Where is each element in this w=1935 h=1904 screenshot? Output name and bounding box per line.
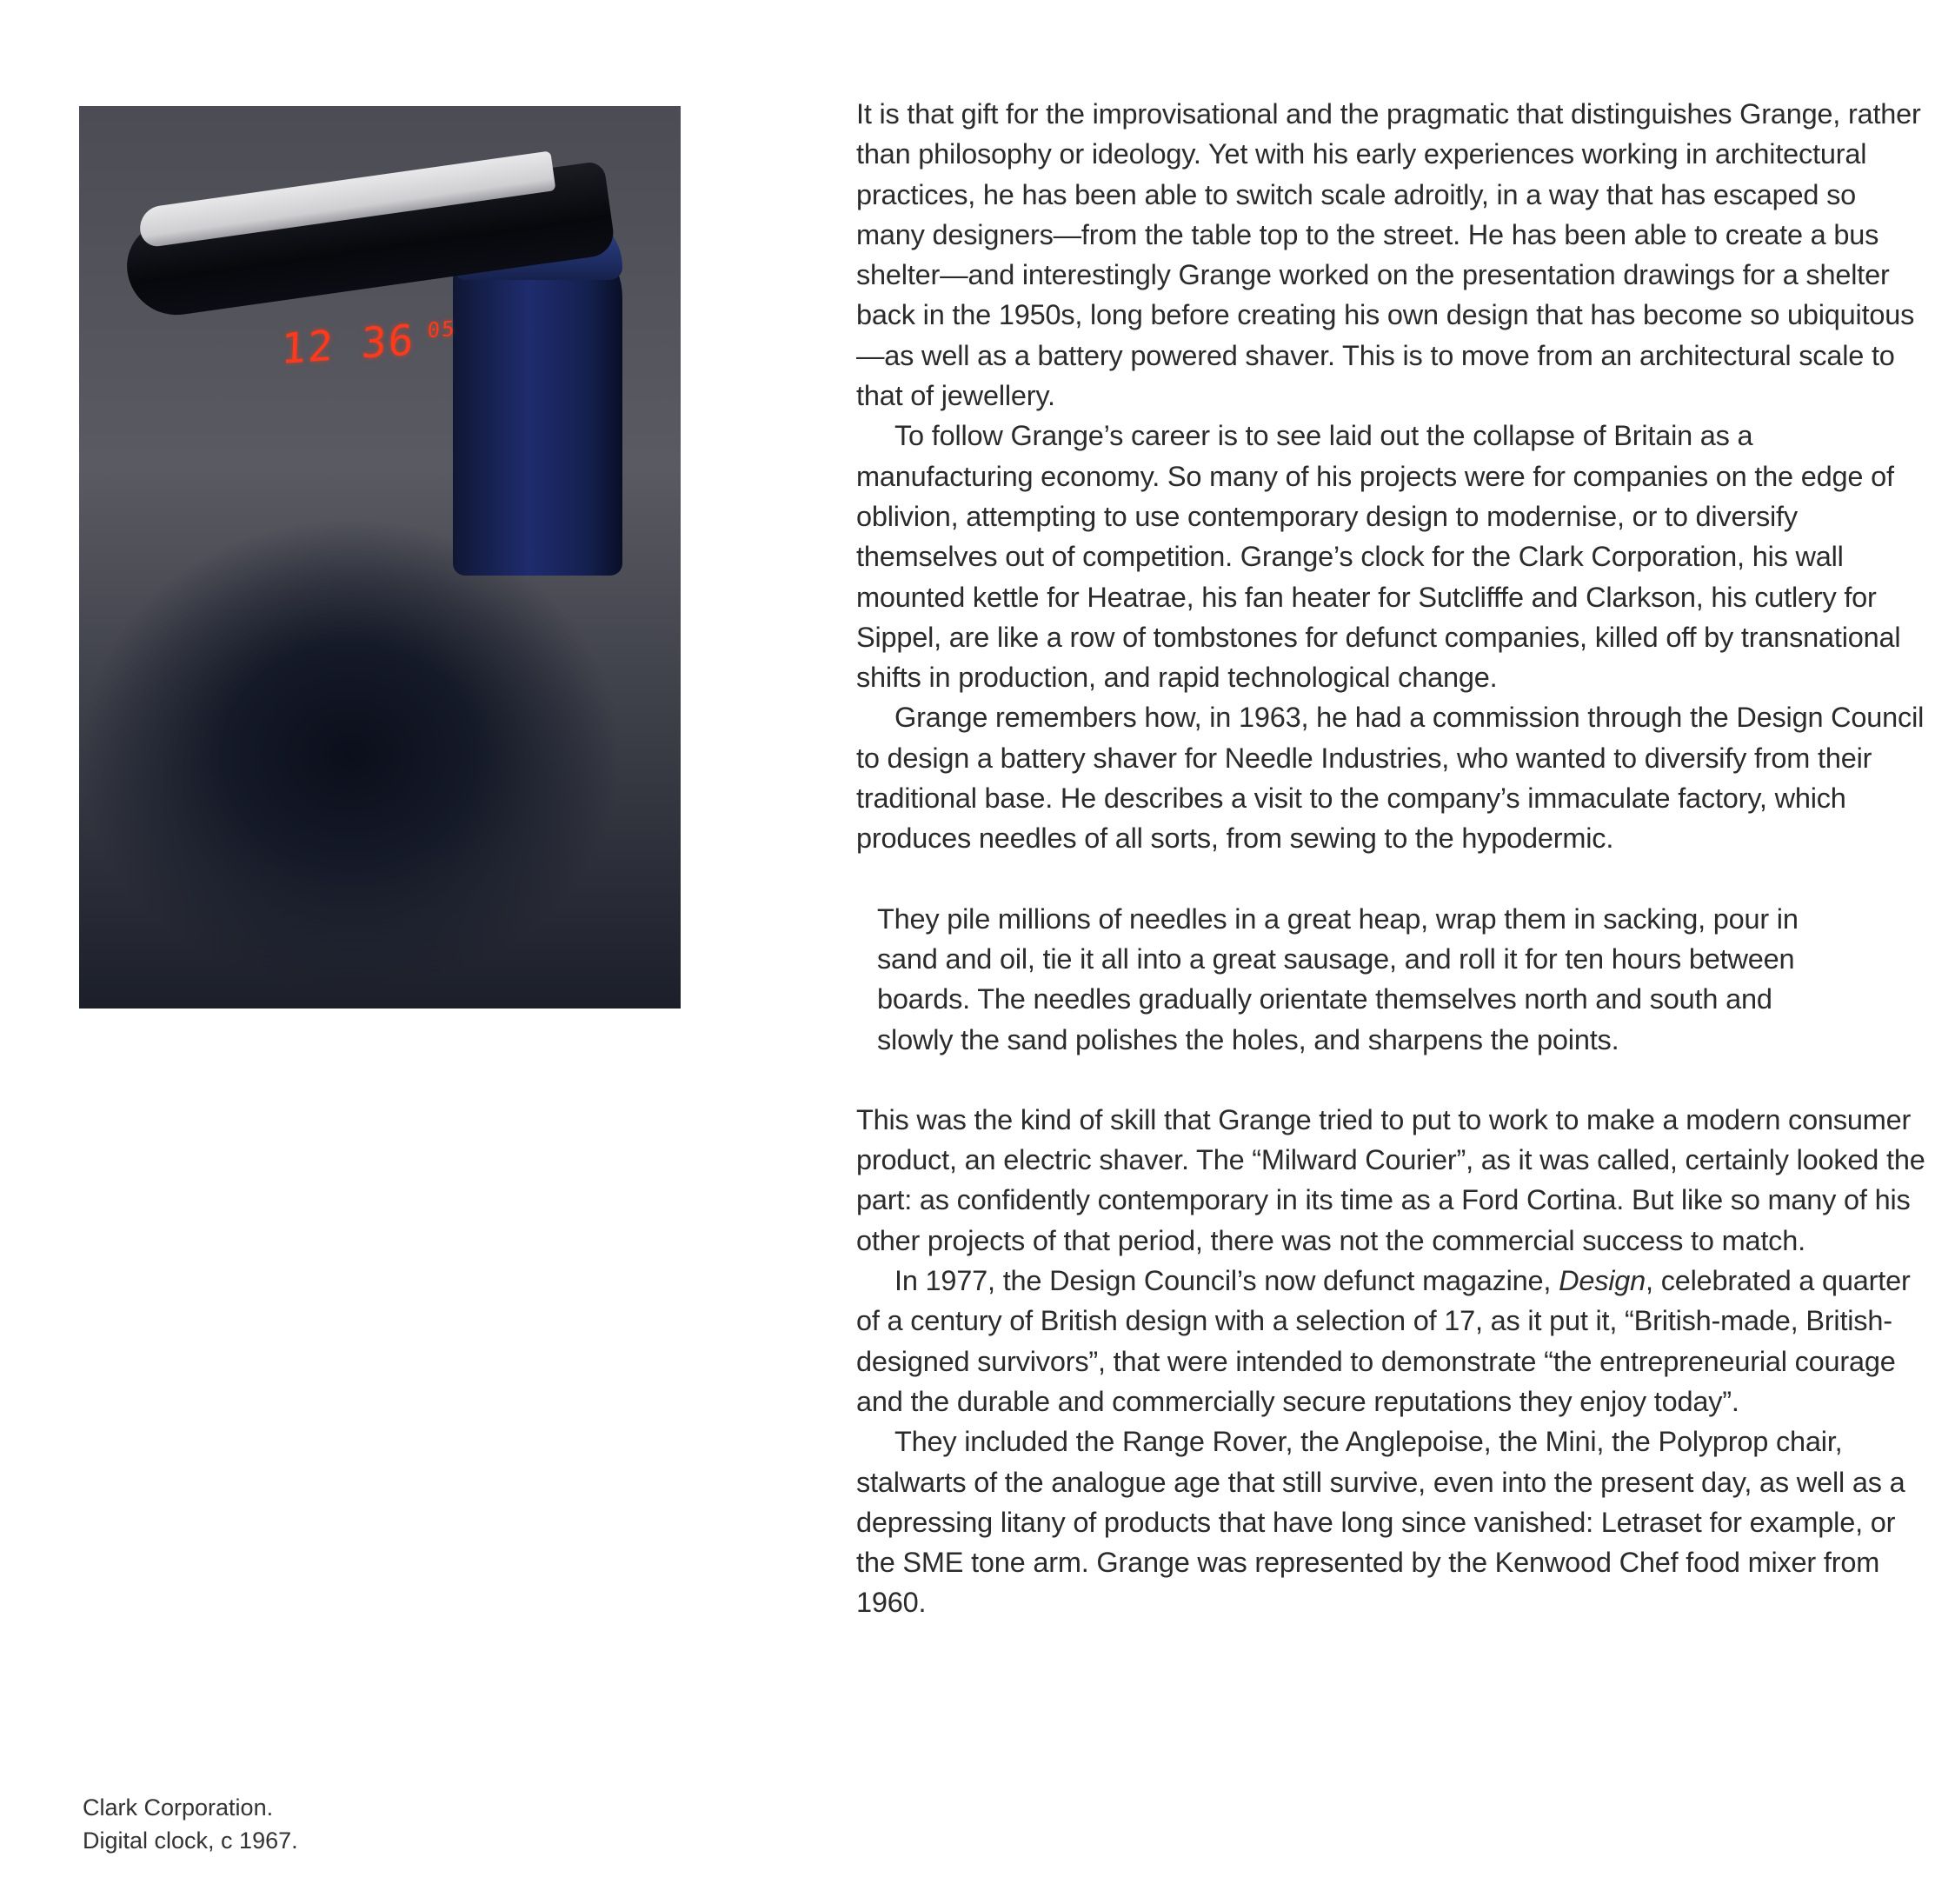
paragraph-1: It is that gift for the improvisational and the pragmatic that distinguishes Grange, rather than philosophy or ideology. Yet with his early experiences working in architectural practices, he has been able to switch scale adroitly, in a way that has escaped so many designers—from the table top to the street. He has been able to create a bus shelter—and interestingly Grange worked on the presentation drawings for a shelter back in the 1950s, long before creating his own design that has become so ubiquitous—as well as a battery powered shaver. This is to move from an architectural scale to that of jewellery. <box>856 98 1921 412</box>
body-text <box>856 94 1925 1623</box>
caption-line-1: Clark Corporation. <box>83 1794 274 1821</box>
clock-seconds: 05 <box>427 316 457 343</box>
clock-time: 12 36 <box>280 316 416 375</box>
paragraph-4: This was the kind of skill that Grange tried to put to work to make a modern consumer product, an electric shaver. The “Milward Courier”, as it was called, certainly looked the part: as confidently contemporary in its time as a Ford Cortina. But like so many of his other projects of that period, there was not the commercial success to match. <box>856 1103 1925 1256</box>
paragraph-5-end: , celebrated a quarter of a century of British design with a selection of 17, as it put it, “British-made, British-designed survivors”, that were intended to demonstrate “the entrepreneurial courage and the durable and commercially secure reputations they enjoy today”. <box>856 1265 1911 1417</box>
magazine-title: Design <box>1559 1265 1646 1297</box>
paragraph-5 <box>856 1261 1925 1421</box>
clock-photo <box>79 106 681 1009</box>
clock-post <box>453 228 622 576</box>
block-quote: They pile millions of needles in a great heap, wrap them in sacking, pour in sand and oil, tie it all into a great sausage, and roll it for ten hours between boards. The needles gradually orientate themselves north and south and slowly the sand polishes the holes, and sharpens the points. <box>877 902 1799 1055</box>
caption-line-2: Digital clock, c 1967. <box>83 1827 298 1854</box>
figure-caption <box>83 1791 298 1857</box>
paragraph-6: They included the Range Rover, the Anglepoise, the Mini, the Polyprop chair, stalwarts of the analogue age that still survive, even into the present day, as well as a depressing litany of products that have long since vanished: Letraset for example, or the SME tone arm. Grange was represented by the Kenwood Chef food mixer from 1960. <box>856 1426 1905 1619</box>
paragraph-5-start: In 1977, the Design Council’s now defunct magazine, <box>894 1265 1559 1297</box>
paragraph-2: To follow Grange’s career is to see laid out the collapse of Britain as a manufacturing economy. So many of his projects were for companies on the edge of oblivion, attempting to use contemporary design to modernise, or to diversify themselves out of competition. Grange’s clock for the Clark Corporation, his wall mounted kettle for Heatrae, his fan heater for Sutclifffe and Clarkson, his cutlery for Sippel, are like a row of tombstones for defunct companies, killed off by transnational shifts in production, and rapid technological change. <box>856 420 1901 694</box>
clock-display <box>280 313 456 374</box>
paragraph-3: Grange remembers how, in 1963, he had a commission through the Design Council to design a battery shaver for Needle Industries, who wanted to diversify from their traditional base. He describes a visit to the company’s immaculate factory, which produces needles of all sorts, from sewing to the hypodermic. <box>856 702 1925 855</box>
